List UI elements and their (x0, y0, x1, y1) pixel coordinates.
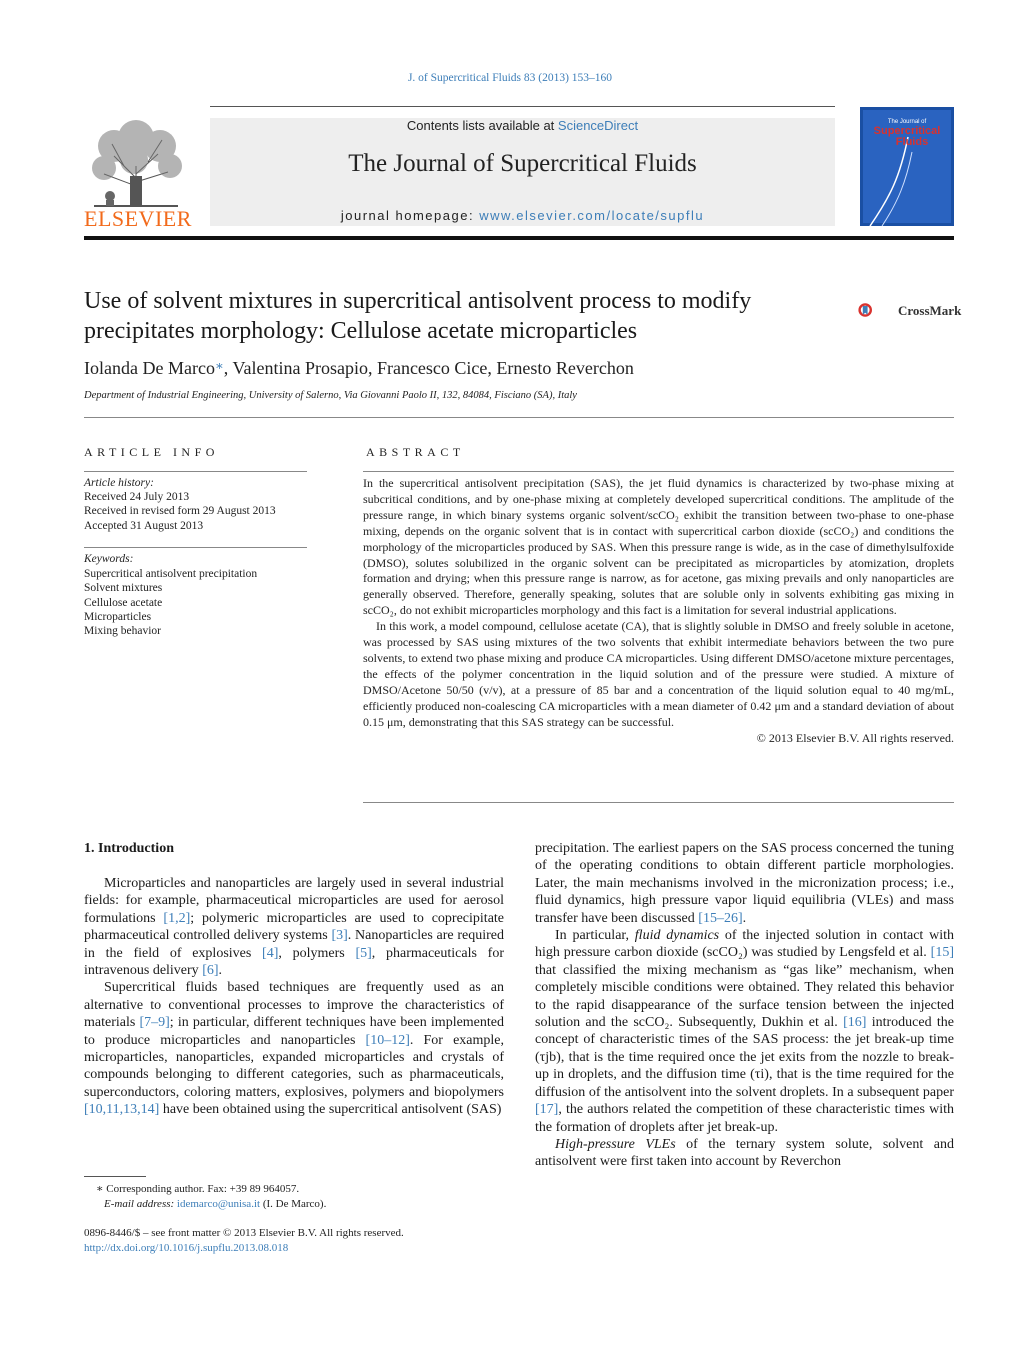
homepage-link[interactable]: www.elsevier.com/locate/supflu (479, 208, 705, 223)
keyword-item: Supercritical antisolvent precipitation (84, 568, 258, 580)
history-revised: Received in revised form 29 August 2013 (84, 505, 276, 518)
article-info-label: ARTICLE INFO (84, 445, 219, 459)
journal-homepage (210, 208, 835, 223)
article-info-rule (84, 471, 307, 472)
footnote-rule (84, 1176, 146, 1177)
abstract-paragraph-2: In this work, a model compound, cellulose acetate (CA), that is slightly soluble in DMSO and freely soluble in acetone, was processed by SAS using mixtures of the two solvents that exhibit intermediate behaviors between the two pure solvents, to extend two phase mixing and produce CA microparticles. Using different DMSO/acetone mixture percentages, the effects of the polymer concentration in the liquid solution and of the pressure were studied. A mixture of DMSO/Acetone 50/50 (v/v), at a pressure of 85 bar and a concentration of the liquid solution equal to 40 mg/mL, efficiently produced non-coalescing CA microparticles with a mean diameter of 0.42 μm and a standard deviation of about 0.15 μm, demonstrating that this SAS strategy can be successful. (363, 619, 954, 729)
contents-prefix: Contents lists available at (406, 118, 558, 133)
cover-title-line3: Fluids (895, 136, 929, 148)
citation-link[interactable]: [5] (355, 945, 372, 961)
elsevier-wordmark: ELSEVIER (84, 206, 192, 231)
keyword-item: Mixing behavior (84, 625, 161, 638)
footnote (84, 1182, 326, 1212)
email-link[interactable]: idemarco@unisa.it (176, 1198, 261, 1210)
body-paragraph: In particular, fluid dynamics of the injected solution in contact with high pressure carbon dioxide (scCO₂) was studied by Lengsfeld et al. [15] that classified the mixing mechanism as “gas like” mechanism, when completely miscible conditions were obtained. They related this behavior to the rapid disappearance of the surface tension between the injected solution and the scCO₂. Subsequently, Dukhin et al. [16] introduced the concept of characteristic times of the SAS process: the jet break-up time (τjb), that is the time required once the jet exits from the nozzle to break-up in droplets, and the diffusion time (τi), that is the time required for the diffusion of the antisolvent into the solvent droplets. In a subsequent paper [17], the authors related the competition of these characteristic times with the formation of droplets after jet break-up. (535, 928, 954, 1135)
abstract-text (363, 476, 954, 746)
top-rule (210, 106, 835, 107)
section-heading-introduction: 1. Introduction (84, 841, 174, 856)
authors-rest: , Valentina Prosapio, Francesco Cice, Ernesto Reverchon (223, 358, 634, 378)
corresponding-author-mark[interactable]: ∗ (214, 358, 224, 373)
body-right-column (535, 840, 954, 1171)
keyword-item: Microparticles (84, 610, 152, 623)
citation-link[interactable]: [3] (331, 928, 348, 944)
body-left-column (84, 875, 504, 1119)
issn-line: 0896-8446/$ – see front matter © 2013 Elsevier B.V. All rights reserved. (84, 1227, 404, 1239)
history-label: Article history: (84, 477, 154, 489)
body-paragraph: High-pressure VLEs of the ternary system solute, solvent and antisolvent were first taken into account by Reverchon (535, 1136, 954, 1170)
crossmark-label[interactable]: CrossMark (898, 303, 962, 318)
citation-link[interactable]: [10,11,13,14] (84, 1102, 160, 1118)
citation-link[interactable]: [10–12] (365, 1032, 410, 1048)
email-note: E-mail address: idemarco@unisa.it (I. De Marco). (104, 1198, 327, 1210)
doi-link[interactable]: http://dx.doi.org/10.1016/j.supflu.2013.08.018 (84, 1242, 289, 1254)
front-matter (84, 1226, 404, 1256)
citation-link[interactable]: [15] (930, 945, 954, 961)
corresponding-author-note: ∗ Corresponding author. Fax: +39 89 964057. (96, 1183, 300, 1195)
article-title: Use of solvent mixtures in supercritical antisolvent process to modify precipitates morphology: Cellulose acetate microparticles (84, 288, 752, 344)
journal-cover-image[interactable] (860, 107, 954, 226)
contents-line (210, 118, 835, 133)
history-received: Received 24 July 2013 (84, 491, 190, 503)
abstract-rule (363, 471, 954, 472)
citation-link[interactable]: [4] (262, 945, 279, 961)
homepage-prefix: journal homepage: (340, 208, 480, 223)
keyword-item: Solvent mixtures (84, 582, 163, 595)
citation-link[interactable]: [17] (535, 1102, 559, 1118)
citation-link[interactable]: [1,2] (163, 910, 191, 926)
header-thick-rule (84, 236, 954, 240)
keyword-item: Cellulose acetate (84, 596, 163, 609)
copyright: © 2013 Elsevier B.V. All rights reserved. (756, 730, 954, 745)
journal-title: The Journal of Supercritical Fluids (348, 150, 697, 177)
abstract-label: ABSTRACT (366, 445, 465, 459)
keywords-label: Keywords: (84, 553, 134, 565)
keyword-list (84, 567, 257, 638)
sciencedirect-link[interactable]: ScienceDirect (557, 118, 639, 133)
affiliation-rule (84, 417, 954, 418)
author-1: Iolanda De Marco (84, 358, 215, 378)
abstract-bottom-rule (363, 802, 954, 803)
history-list (84, 490, 276, 533)
body-paragraph: Microparticles and nanoparticles are largely used in several industrial fields: for example, pharmaceutical microparticles are used for aerosol formulations [1,2]; polymeric microparticles are used to coprecipitate pharmaceutical controlled delivery systems [3]. Nanoparticles are required in the field of explosives [4], polymers [5], pharmaceuticals for intravenous delivery [6]. (84, 876, 505, 979)
abstract-paragraph-1: In the supercritical antisolvent precipitation (SAS), the jet fluid dynamics is characterized by two-phase mixing at subcritical conditions, and by one-phase mixing at completely developed supercritical conditions. The amplitude of the pressure range, in which binary systems organic solvent/scCO₂ exhibit the transition between two-phase to one-phase mixing, depends on the organic solvent that is in contact with supercritical carbon dioxide (scCO₂) and conditions the morphology of the microparticles produced by SAS. When this pressure range is wide, as in the case of dimethylsulfoxide (DMSO), solutes solubilized in the organic solvent can be precipitated as microparticles by atomization, droplets formation and drying; when this pressure range is narrow, as for acetone, gas mixing prevails and only nanoparticles are generally observed. Therefore, generally speaking, solutes that are soluble only in solvents exhibiting gas mixing in scCO₂, do not exhibit microparticles morphology and this fact is a limitation for several industrial applications. (363, 476, 954, 618)
citation-link[interactable]: [16] (843, 1015, 867, 1031)
body-paragraph: precipitation. The earliest papers on the SAS process concerned the tuning of the operating conditions to obtain different particle morphologies. Later, the main mechanisms involved in the micronization process; i.e., fluid dynamics, high pressure vapor liquid equilibria (VLEs) and mass transfer have been discussed [15–26]. (535, 841, 954, 926)
citation-link[interactable]: [6] (202, 963, 219, 979)
cover-title-line1: The Journal of (887, 119, 927, 125)
affiliation: Department of Industrial Engineering, University of Salerno, Via Giovanni Paolo II, 132, 84084, Fisciano (SA), Italy (84, 390, 577, 401)
citation-link[interactable]: [15–26] (698, 910, 743, 926)
journal-reference-link[interactable]: J. of Supercritical Fluids 83 (2013) 153–160 (407, 72, 613, 84)
body-paragraph: Supercritical fluids based techniques are frequently used as an alternative to conventional processes to improve the characteristics of materials [7–9]; in particular, different techniques have been implemented to produce microparticles and nanoparticles [10–12]. For example, microparticles, nanoparticles, expanded microparticles and crystals of compounds belonging to different categories, such as pharmaceuticals, superconductors, coloring matters, explosives, polymers and biopolymers [10,11,13,14] have been obtained using the supercritical antisolvent (SAS) (84, 980, 504, 1118)
crossmark-icon[interactable] (858, 290, 898, 330)
cover-title-line2: Supercritical (873, 125, 941, 137)
author-list (84, 358, 634, 379)
citation-link[interactable]: [7–9] (139, 1015, 170, 1031)
history-accepted: Accepted 31 August 2013 (84, 519, 204, 532)
keywords-rule (84, 547, 307, 548)
